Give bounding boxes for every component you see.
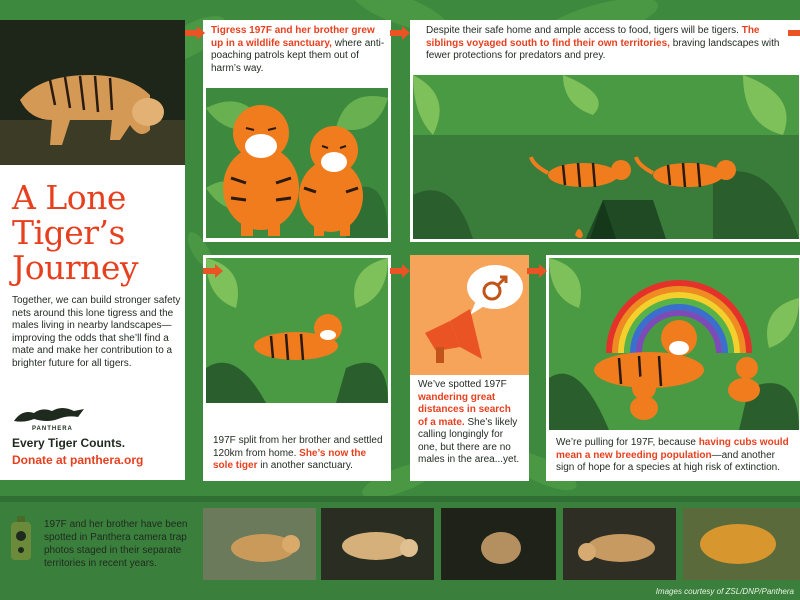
panel-settled-text bbox=[213, 435, 383, 473]
panel-future-body: —and another sign of hope for a species at high risk of extinction. bbox=[556, 449, 781, 473]
tiger-photo-top bbox=[0, 20, 185, 165]
camera-trap-photo-2 bbox=[321, 508, 434, 580]
panel-calling-intro: We’ve spotted 197F bbox=[418, 379, 507, 390]
image-credit: Images courtesy of ZSL/DNP/Panthera bbox=[655, 587, 794, 596]
camera-trap-text: 197F and her brother have been spotted in Panthera camera trap photos staged in their separate territories in recent years. bbox=[44, 519, 188, 569]
panel-calling bbox=[410, 255, 529, 481]
journey-illustration bbox=[413, 75, 799, 239]
arrow-icon bbox=[185, 26, 205, 40]
arrow-icon bbox=[788, 26, 800, 40]
arrow-icon bbox=[390, 264, 410, 278]
panthera-logo-icon bbox=[12, 403, 87, 427]
camera-trap-photo-5 bbox=[683, 508, 800, 580]
panel-future-highlight: having cubs would mean a new breeding population bbox=[556, 437, 789, 461]
panel-siblings bbox=[203, 20, 391, 242]
camera-trap-icon bbox=[8, 514, 34, 568]
future-illustration bbox=[549, 258, 799, 430]
camera-trap-photo-3 bbox=[441, 508, 556, 580]
panel-journey-body: braving landscapes with fewer protections for predators and prey. bbox=[426, 37, 780, 61]
panel-calling-body: She’s likely calling longingly for one, but there are no males in the area...yet. bbox=[418, 416, 520, 465]
camera-trap-photo-1 bbox=[203, 508, 316, 580]
title-line-1: A Lone bbox=[12, 178, 126, 217]
panel-settled-intro: 197F split from her brother and settled 120km from home. bbox=[213, 435, 383, 459]
arrow-icon bbox=[203, 264, 223, 278]
calling-illustration bbox=[410, 255, 529, 375]
title-line-2: Tiger’s bbox=[12, 213, 125, 252]
logo-text: PANTHERA bbox=[32, 426, 73, 432]
page-title bbox=[12, 180, 182, 285]
siblings-illustration bbox=[206, 88, 388, 238]
panel-journey bbox=[410, 20, 800, 242]
panel-future-intro: We’re pulling for 197F, because bbox=[556, 437, 699, 448]
panel-settled-body: in another sanctuary. bbox=[257, 460, 353, 471]
donate-link[interactable]: Donate at panthera.org bbox=[12, 453, 144, 467]
panel-siblings-highlight: Tigress 197F and her brother grew up in a wildlife sanctuary, bbox=[211, 25, 375, 49]
settled-illustration bbox=[206, 258, 388, 403]
panel-future bbox=[546, 255, 800, 481]
title-line-3: Journey bbox=[12, 248, 139, 287]
panel-siblings-text bbox=[211, 25, 386, 75]
intro-text: Together, we can build stronger safety nets around this lone tigress and the males living in nearby landscapes—improving the odds that she’ll find a mate and make her contribution to a brighter future for all tigers. bbox=[12, 295, 181, 369]
panel-settled-highlight: She’s now the sole tiger bbox=[213, 447, 367, 471]
camera-trap-photo-4 bbox=[563, 508, 676, 580]
panel-journey-text bbox=[426, 25, 791, 63]
tagline: Every Tiger Counts. bbox=[12, 436, 126, 450]
panel-journey-intro: Despite their safe home and ample access to food, tigers will be tigers. bbox=[426, 25, 742, 36]
panel-future-text bbox=[556, 437, 796, 475]
panel-settled bbox=[203, 255, 391, 481]
tiger-brother-icon bbox=[223, 105, 299, 236]
panel-siblings-body: where anti-poaching patrols kept them out of harm’s way. bbox=[211, 37, 385, 74]
panel-journey-highlight: The siblings voyaged south to find their own territories, bbox=[426, 25, 760, 49]
arrow-icon bbox=[527, 264, 547, 278]
panel-calling-highlight: wandering great distances in search of a mate. bbox=[418, 391, 511, 428]
arrow-icon bbox=[390, 26, 410, 40]
panel-calling-text bbox=[418, 379, 523, 467]
